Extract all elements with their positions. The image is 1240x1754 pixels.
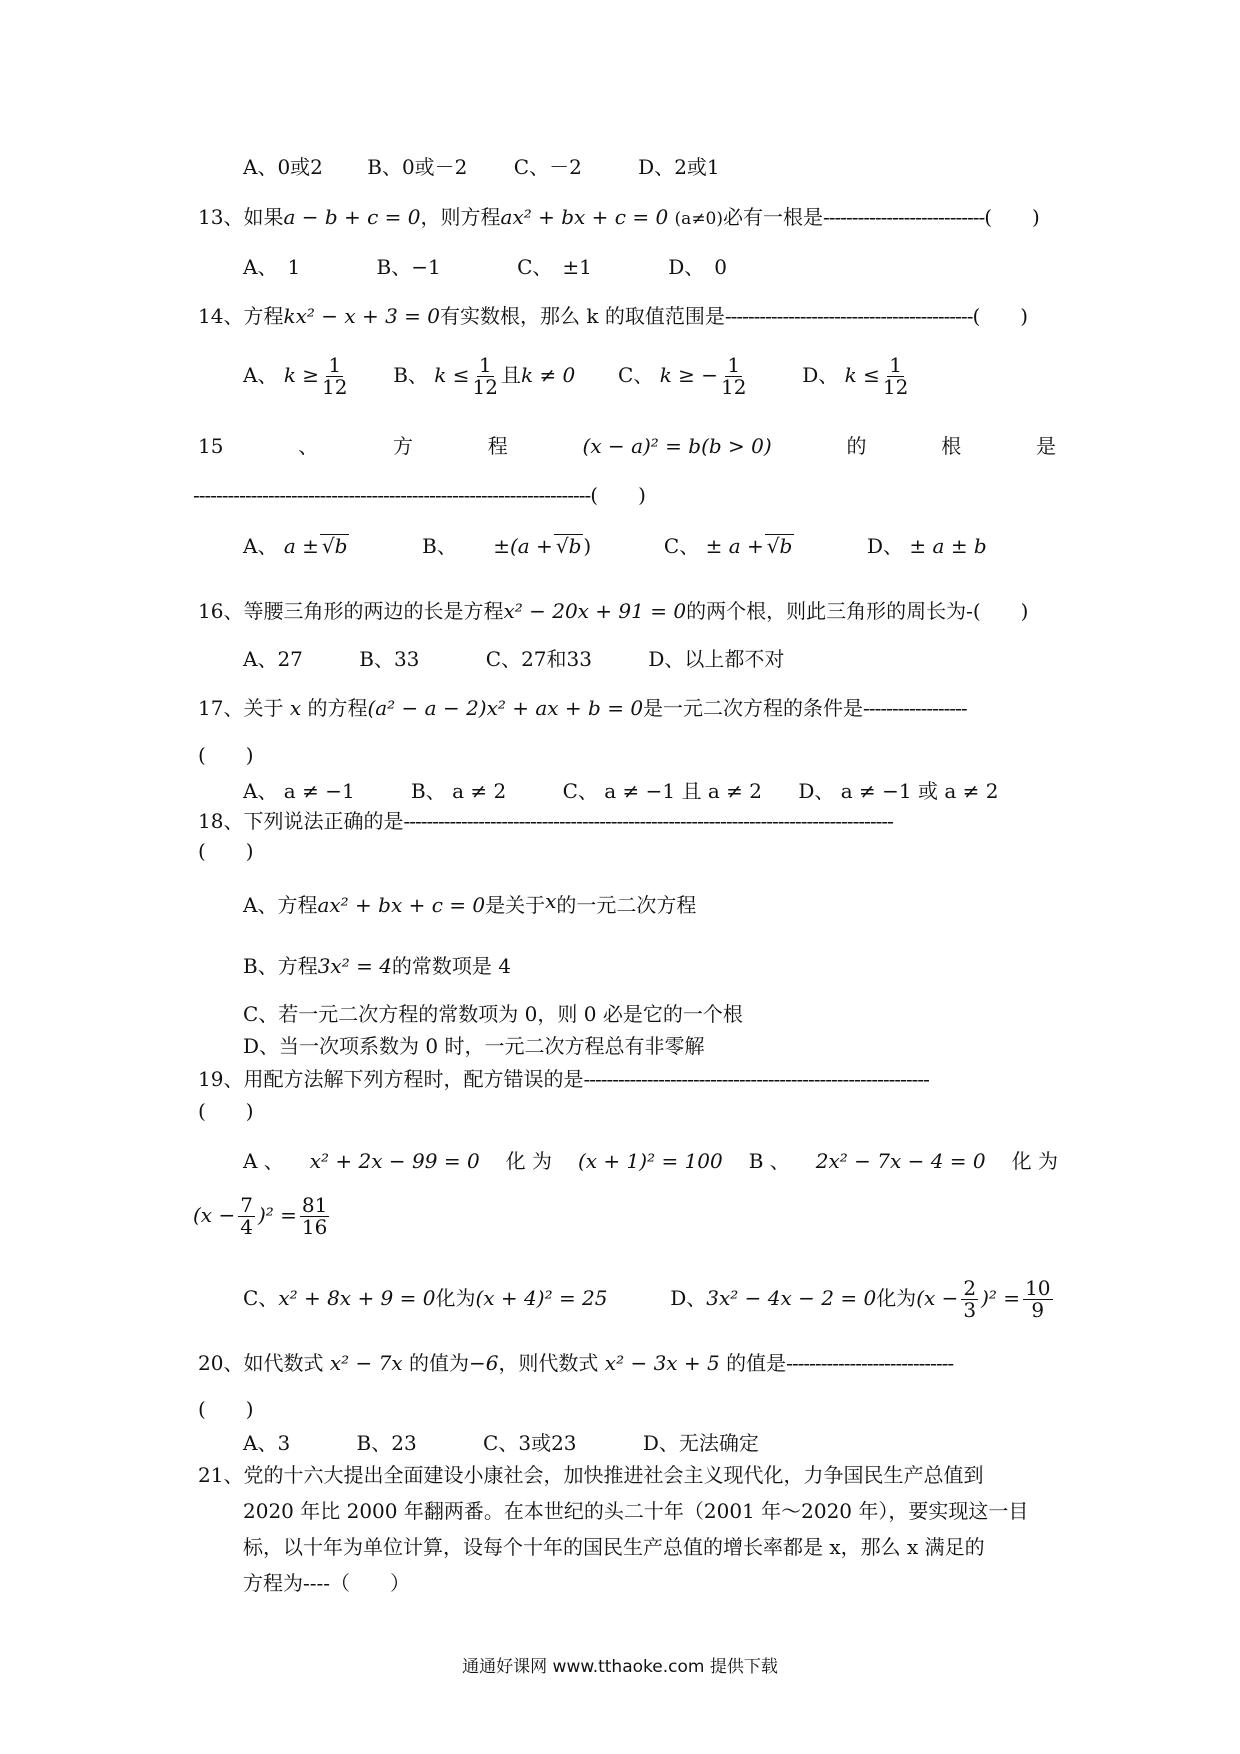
q16-option-a: A、27 bbox=[243, 647, 303, 671]
q13-text2: ，则方程 bbox=[420, 205, 501, 229]
q13-text: 如果 bbox=[243, 205, 284, 229]
q17-options bbox=[243, 780, 998, 802]
q17-rest: 是一元二次方程的条件是 bbox=[643, 696, 864, 720]
q14-option-a-expr: k ≥ bbox=[283, 363, 320, 387]
q19-option-d-label: D、 bbox=[670, 1286, 707, 1310]
q15-sep: 、 bbox=[298, 434, 319, 458]
fraction bbox=[961, 1278, 978, 1321]
q21-line-3: 标，以十年为单位计算，设每个十年的国民生产总值的增长率都是 x，那么 x 满足的 bbox=[243, 1535, 985, 1559]
q18-option-d-text: D、当一次项系数为 0 时，一元二次方程总有非零解 bbox=[243, 1034, 705, 1058]
q16-options bbox=[243, 648, 784, 670]
fraction bbox=[322, 355, 347, 398]
page-footer: 通通好课网 www.tthaoke.com 提供下载 bbox=[462, 1657, 778, 1677]
q19-option-d-mid2: )² = bbox=[981, 1286, 1021, 1310]
q13-options bbox=[243, 256, 727, 278]
q17-option-a: A、 a ≠ −1 bbox=[243, 779, 355, 803]
q20-option-b: B、23 bbox=[356, 1431, 417, 1455]
answer-bracket: ( ) bbox=[590, 483, 646, 507]
q18-option-a-text: A、方程 bbox=[243, 893, 318, 917]
q14-options bbox=[243, 355, 911, 398]
q13-option-a: A、 1 bbox=[243, 255, 301, 279]
q20-bracket bbox=[198, 1398, 254, 1420]
q21-line-4: 方程为----（ ） bbox=[243, 1571, 411, 1595]
q19-b-res-mid: )² = bbox=[257, 1203, 297, 1227]
q15-option-b-close: ) bbox=[583, 534, 592, 558]
fraction bbox=[721, 355, 746, 398]
q19-options-ab bbox=[243, 1150, 1058, 1172]
q19-option-a-eq: x² + 2x − 99 = 0 bbox=[309, 1149, 480, 1173]
q15-word: 的 bbox=[846, 434, 867, 458]
q18-option-a-var: x bbox=[545, 889, 557, 913]
q13-option-b: B、−1 bbox=[376, 255, 441, 279]
q17-option-c: C、 a ≠ −1 且 a ≠ 2 bbox=[562, 779, 762, 803]
q13-note: (a≠0) bbox=[674, 209, 724, 229]
q20-eq1: x² − 7x bbox=[329, 1351, 403, 1375]
q16-option-d: D、以上都不对 bbox=[648, 647, 785, 671]
denominator: 9 bbox=[1031, 1298, 1045, 1322]
q17-equation: (a² − a − 2)x² + ax + b = 0 bbox=[367, 696, 644, 720]
q12-option-a: A、0或2 bbox=[243, 155, 323, 179]
numerator: 10 bbox=[1025, 1276, 1051, 1300]
q18-option-b-text: B、方程 bbox=[243, 954, 318, 978]
q15-equation: (x − a)² = b(b > 0) bbox=[582, 434, 772, 458]
q12-option-c: C、－2 bbox=[513, 155, 582, 179]
q19-text: 用配方法解下列方程时，配方错误的是 bbox=[243, 1067, 584, 1091]
numerator: 1 bbox=[727, 353, 741, 377]
q16-rest: 的两个根，则此三角形的周长为-( ) bbox=[686, 599, 1029, 623]
answer-bracket: ( ) bbox=[198, 743, 254, 767]
fraction bbox=[238, 1195, 255, 1238]
q20-stem bbox=[198, 1352, 953, 1374]
radicand: b bbox=[334, 534, 348, 558]
q14-stem bbox=[198, 305, 1028, 327]
q19-option-a-mid: 化 为 bbox=[505, 1149, 553, 1173]
q15-option-b-label: B、 bbox=[422, 534, 457, 558]
q16-text: 等腰三角形的两边的长是方程 bbox=[243, 599, 504, 623]
q20-dashes: ----------------------------- bbox=[786, 1351, 954, 1375]
q15-option-a-label: A、 bbox=[243, 534, 278, 558]
answer-bracket: ( ) bbox=[984, 205, 1040, 229]
q19-option-d-pre: (x − bbox=[916, 1286, 959, 1310]
radicand: b bbox=[779, 534, 793, 558]
denominator: 4 bbox=[240, 1215, 253, 1239]
q19-option-c-mid: 化为 bbox=[435, 1286, 476, 1310]
denominator: 12 bbox=[721, 375, 747, 399]
q15-option-b-expr: ±(a + bbox=[493, 534, 553, 558]
numerator: 2 bbox=[963, 1276, 977, 1300]
q16-option-c: C、27和33 bbox=[485, 647, 592, 671]
q20-options bbox=[243, 1432, 759, 1454]
q13-option-d: D、 0 bbox=[668, 255, 727, 279]
numerator: 1 bbox=[889, 353, 902, 377]
q18-option-a-rest: 是关于 bbox=[485, 893, 546, 917]
numerator: 7 bbox=[240, 1193, 253, 1217]
q18-option-a bbox=[243, 890, 696, 916]
q19-option-d-eq: 3x² − 4x − 2 = 0 bbox=[706, 1286, 877, 1310]
q16-stem bbox=[198, 600, 1028, 622]
q13-option-c: C、 ±1 bbox=[517, 255, 592, 279]
q20-eq2: x² − 3x + 5 bbox=[604, 1351, 720, 1375]
q19-option-d-mid: 化为 bbox=[876, 1286, 917, 1310]
q19-option-c-label: C、 bbox=[243, 1286, 279, 1310]
q21-line-1: 21、党的十六大提出全面建设小康社会，加快推进社会主义现代化，力争国民生产总值到 bbox=[198, 1463, 984, 1487]
q19-option-a-res: (x + 1)² = 100 bbox=[577, 1149, 723, 1173]
q14-option-b-and: 且 bbox=[500, 363, 521, 387]
q18-option-a-end: 的一元二次方程 bbox=[556, 893, 697, 917]
q17-option-d: D、 a ≠ −1 或 a ≠ 2 bbox=[798, 779, 999, 803]
q14-option-b-expr: k ≤ bbox=[434, 363, 470, 387]
sqrt-symbol: √b bbox=[766, 534, 793, 558]
q13-stem bbox=[198, 206, 1040, 229]
q20-text2: 的值为 bbox=[408, 1351, 469, 1375]
q18-option-a-eq: ax² + bx + c = 0 bbox=[317, 893, 486, 917]
q20-option-a: A、3 bbox=[243, 1431, 291, 1455]
q14-option-b-cond: k ≠ 0 bbox=[520, 363, 576, 387]
q19-option-b-eq: 2x² − 7x − 4 = 0 bbox=[815, 1149, 986, 1173]
q15-option-d-label: D、 bbox=[867, 534, 904, 558]
radicand: b bbox=[568, 534, 582, 558]
q15-options bbox=[243, 534, 987, 557]
denominator: 3 bbox=[963, 1298, 977, 1322]
denominator: 12 bbox=[472, 375, 498, 399]
q15-word: 根 bbox=[941, 434, 962, 458]
sqrt-symbol: √b bbox=[321, 534, 348, 558]
q19-option-c-res: (x + 4)² = 25 bbox=[475, 1286, 608, 1310]
q21-line-2: 2020 年比 2000 年翻两番。在本世纪的头二十年（2001 年～2020 年），要实现这一目 bbox=[243, 1499, 1029, 1523]
q19-b-res-pre: (x − bbox=[193, 1203, 236, 1227]
numerator: 81 bbox=[301, 1193, 328, 1217]
question-number: 16、 bbox=[198, 599, 244, 623]
sqrt-symbol: √b bbox=[555, 534, 582, 558]
q18-option-b-eq: 3x² = 4 bbox=[317, 954, 392, 978]
q20-text3: ，则代数式 bbox=[498, 1351, 599, 1375]
q14-option-d-label: D、 bbox=[802, 363, 839, 387]
q18-stem bbox=[198, 810, 893, 832]
q13-dashes: ---------------------------- bbox=[823, 205, 985, 229]
q13-condition: a − b + c = 0 bbox=[283, 205, 421, 229]
q13-equation: ax² + bx + c = 0 bbox=[500, 205, 669, 229]
fraction bbox=[883, 355, 908, 398]
q14-option-a-label: A、 bbox=[243, 363, 278, 387]
q14-option-c-expr: k ≥ − bbox=[659, 363, 719, 387]
q17-text2: 的方程 bbox=[307, 696, 368, 720]
q17-stem bbox=[198, 697, 967, 719]
q19-option-b-mid: 化 为 bbox=[1011, 1149, 1058, 1173]
answer-bracket: ( ) bbox=[198, 1397, 254, 1421]
q15-word: 是 bbox=[1036, 434, 1056, 458]
question-number: 13、 bbox=[198, 205, 244, 229]
q15-word: 程 bbox=[487, 434, 508, 458]
q18-text: 下列说法正确的是 bbox=[243, 809, 404, 833]
q15-option-c-expr: ± a + bbox=[705, 534, 764, 558]
q14-rest: 有实数根，那么 k 的取值范围是 bbox=[440, 304, 725, 328]
q15-option-d-expr: ± a ± b bbox=[909, 534, 987, 558]
q16-equation: x² − 20x + 91 = 0 bbox=[503, 599, 687, 623]
q19-option-a-label: A 、 bbox=[243, 1149, 284, 1173]
q18-option-c bbox=[243, 1003, 743, 1025]
q18-option-d bbox=[243, 1035, 704, 1057]
numerator: 1 bbox=[478, 353, 492, 377]
question-number: 20、 bbox=[198, 1351, 244, 1375]
fraction bbox=[473, 355, 498, 398]
question-number: 14、方程 bbox=[198, 304, 284, 328]
q14-equation: kx² − x + 3 = 0 bbox=[283, 304, 441, 328]
q16-option-b: B、33 bbox=[359, 647, 420, 671]
q15-dashes: --------------------------------------------------------------------- bbox=[193, 483, 591, 507]
question-number: 18、 bbox=[198, 809, 244, 833]
answer-bracket: ( ) bbox=[972, 304, 1029, 328]
q18-option-c-text: C、若一元二次方程的常数项为 0，则 0 必是它的一个根 bbox=[243, 1002, 743, 1026]
q19-option-b-result bbox=[193, 1195, 332, 1238]
q17-option-b: B、 a ≠ 2 bbox=[411, 779, 507, 803]
q18-option-b-rest: 的常数项是 4 bbox=[391, 954, 512, 978]
q20-text: 如代数式 bbox=[243, 1351, 324, 1375]
q14-option-c-label: C、 bbox=[618, 363, 654, 387]
denominator: 16 bbox=[301, 1215, 328, 1239]
q15-word: 方 bbox=[392, 434, 413, 458]
q12-options bbox=[243, 156, 720, 178]
q14-option-b-label: B、 bbox=[393, 363, 428, 387]
q20-text4: 的值是 bbox=[726, 1351, 787, 1375]
answer-bracket: ( ) bbox=[198, 839, 254, 863]
fraction bbox=[300, 1195, 329, 1238]
q15-stem bbox=[198, 435, 1056, 457]
q18-option-b bbox=[243, 955, 511, 977]
q20-val: −6 bbox=[468, 1351, 499, 1375]
q12-option-d: D、2或1 bbox=[638, 155, 720, 179]
answer-bracket: ( ) bbox=[198, 1099, 254, 1123]
numerator: 1 bbox=[328, 353, 342, 377]
q13-rest: 必有一根是 bbox=[723, 205, 824, 229]
q15-option-a-expr: a ± bbox=[283, 534, 319, 558]
q19-dashes: ------------------------------------------------------------ bbox=[583, 1067, 929, 1091]
question-number: 15 bbox=[198, 434, 224, 458]
denominator: 12 bbox=[882, 375, 909, 399]
q19-option-b-label: B 、 bbox=[748, 1149, 790, 1173]
q14-dashes: ------------------------------------------- bbox=[724, 304, 973, 328]
q17-text: 关于 bbox=[243, 696, 284, 720]
q19-stem bbox=[198, 1068, 929, 1090]
q17-bracket bbox=[198, 744, 254, 766]
q20-option-d: D、无法确定 bbox=[642, 1431, 759, 1455]
q20-option-c: C、3或23 bbox=[483, 1431, 577, 1455]
q15-option-c-label: C、 bbox=[663, 534, 700, 558]
q18-bracket bbox=[198, 840, 254, 862]
q12-option-b: B、0或－2 bbox=[367, 155, 468, 179]
q19-options-cd bbox=[243, 1278, 1056, 1321]
question-number: 19、 bbox=[198, 1067, 244, 1091]
denominator: 12 bbox=[322, 375, 348, 399]
fraction bbox=[1023, 1278, 1052, 1321]
q18-dashes: ------------------------------------------------------------------------------------- bbox=[403, 809, 893, 833]
q19-option-c-eq: x² + 8x + 9 = 0 bbox=[278, 1286, 436, 1310]
q17-dashes: ------------------ bbox=[863, 696, 967, 720]
question-number: 17、 bbox=[198, 696, 244, 720]
q19-bracket bbox=[198, 1100, 254, 1122]
q15-stem-cont bbox=[193, 484, 646, 506]
q14-option-d-expr: k ≤ bbox=[844, 363, 880, 387]
q17-var: x bbox=[289, 696, 302, 720]
